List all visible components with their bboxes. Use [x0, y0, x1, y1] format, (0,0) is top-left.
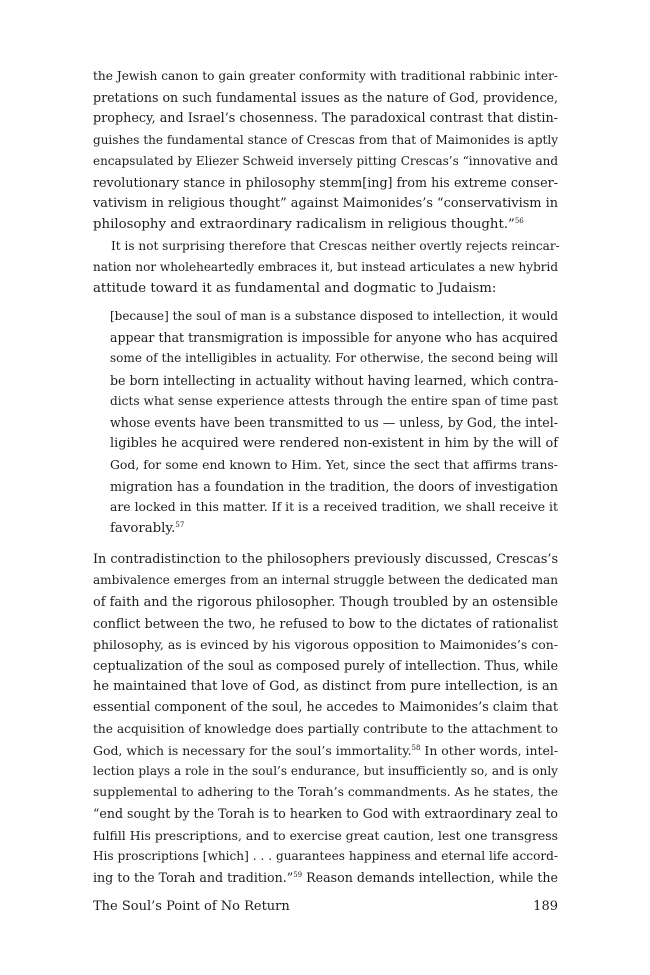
text-line: essential component of the soul, he accedes to Maimonides’s claim that [93, 700, 558, 716]
footnote-marker[interactable]: 56 [514, 217, 524, 226]
quote-line: God, for some end known to Him. Yet, since the sect that affirms trans- [110, 457, 558, 473]
text-line [93, 740, 558, 761]
text-line: ambivalence emerges from an internal struggle between the dedicated man [93, 573, 558, 588]
text-line: the Jewish canon to gain greater conformity with traditional rabbinic inter- [93, 69, 558, 83]
quote-line: appear that transmigration is impossible for anyone who has acquired [110, 330, 558, 346]
text-line: encapsulated by Eliezer Schweid inversely pitting Crescas’s “innovative and [93, 153, 558, 168]
text-line: attitude toward it as fundamental and dogmatic to Judaism: [93, 280, 497, 296]
text-line: His proscriptions [which] . . . guarantees happiness and eternal life accord- [93, 848, 558, 863]
quote-line: migration has a foundation in the tradition, the doors of investigation [110, 478, 558, 494]
quote-line: [because] the soul of man is a substance disposed to intellection, it would [110, 309, 558, 324]
quote-line: whose events have been transmitted to us — unless, by God, the intel- [110, 415, 558, 430]
quote-line: are locked in this matter. If it is a received tradition, we shall receive it [110, 499, 558, 514]
page-number: 189 [533, 899, 558, 914]
text-line: In contradistinction to the philosophers previously discussed, Crescas’s [93, 552, 558, 568]
paragraph-2 [93, 236, 558, 300]
text-line: revolutionary stance in philosophy stemm[ing] from his extreme conser- [93, 174, 558, 190]
text-line-content: God, which is necessary for the soul’s immortality. [93, 742, 412, 758]
text-line: ceptualization of the soul as composed purely of intellection. Thus, while [93, 658, 558, 674]
text-line [93, 867, 558, 888]
text-line-content: Reason demands intellection, while the [302, 869, 559, 885]
footnote-marker[interactable]: 59 [293, 870, 303, 879]
text-line: lection plays a role in the soul’s endurance, but insufficiently so, and is only [93, 764, 558, 778]
page-body [93, 66, 558, 888]
text-line: vativism in religious thought” against Maimonides’s “conservativism in [93, 196, 558, 212]
running-title: The Soul’s Point of No Return [93, 899, 290, 914]
text-line: supplemental to adhering to the Torah’s commandments. As he states, the [93, 785, 558, 800]
text-line-content: philosophy and extraordinary radicalism in religious thought.” [93, 217, 515, 233]
quote-line-content: favorably. [110, 520, 176, 536]
text-line: It is not surprising therefore that Crescas neither overtly rejects reincar- [111, 238, 560, 253]
text-line: of faith and the rigorous philosopher. Though troubled by an ostensible [93, 594, 558, 610]
footnote-marker[interactable]: 57 [175, 520, 185, 529]
paragraph-1 [93, 66, 558, 236]
text-line [93, 214, 558, 235]
quote-line: be born intellecting in actuality without having learned, which contra- [110, 372, 559, 388]
quote-line [110, 518, 558, 539]
quote-line: some of the intelligibles in actuality. For otherwise, the second being will [110, 351, 558, 366]
paragraph-3 [93, 549, 558, 888]
text-line: conflict between the two, he refused to bow to the dictates of rationalist [93, 615, 558, 631]
text-line: prophecy, and Israel’s chosenness. The paradoxical contrast that distin- [93, 111, 558, 127]
footnote-marker[interactable]: 58 [411, 743, 421, 752]
text-line-content: In other words, intel- [420, 742, 559, 758]
text-line: “end sought by the Torah is to hearken to God with extraordinary zeal to [93, 806, 558, 822]
block-quote [110, 306, 558, 539]
text-line: nation nor wholeheartedly embraces it, but instead articulates a new hybrid [93, 259, 558, 274]
text-line: the acquisition of knowledge does partially contribute to the attachment to [93, 721, 558, 736]
text-line: pretations on such fundamental issues as the nature of God, providence, [93, 90, 558, 106]
text-line: guishes the fundamental stance of Crescas from that of Maimonides is aptly [93, 132, 558, 147]
text-line: fulfill His prescriptions, and to exercise great caution, lest one transgress [93, 827, 558, 843]
quote-line: dicts what sense experience attests through the entire span of time past [110, 393, 558, 408]
text-line: philosophy, as is evinced by his vigorous opposition to Maimonides’s con- [93, 636, 558, 652]
quote-line: ligibles he acquired were rendered non-existent in him by the will of [110, 436, 558, 452]
text-line: he maintained that love of God, as distinct from pure intellection, is an [93, 679, 558, 695]
text-line-content: ing to the Torah and tradition.” [93, 869, 294, 885]
